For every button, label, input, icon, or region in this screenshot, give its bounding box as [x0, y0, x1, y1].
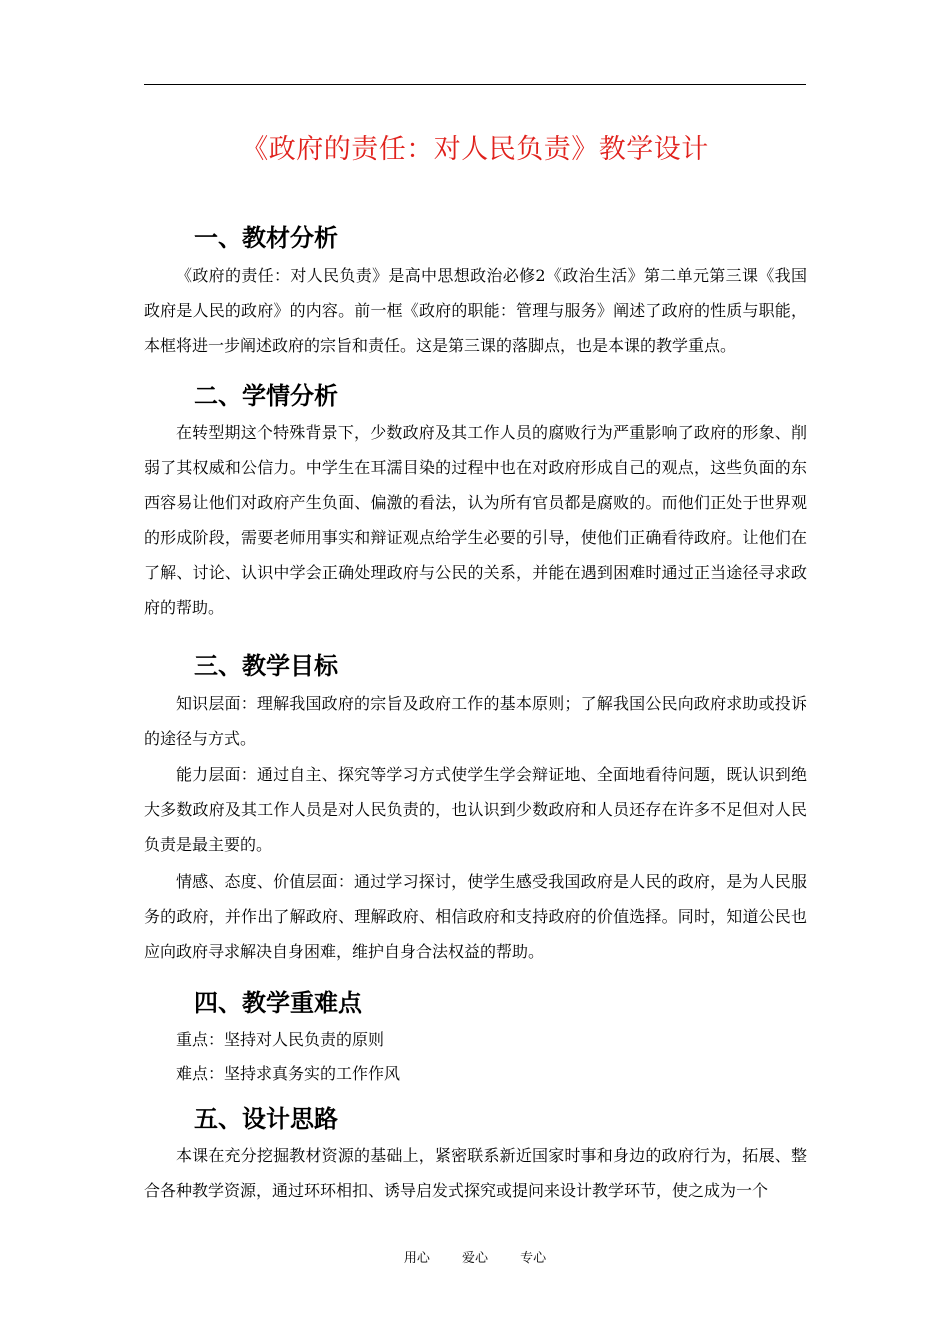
section-heading-1: 一、教材分析: [194, 224, 338, 252]
document-title: 《政府的责任：对人民负责》教学设计: [241, 134, 709, 165]
section-heading-5: 五、设计思路: [194, 1105, 338, 1133]
section-heading-3: 三、教学目标: [194, 652, 338, 680]
key-point: 重点：坚持对人民负责的原则: [176, 1030, 385, 1049]
section-3-paragraph-3: 情感、态度、价值层面：通过学习探讨，使学生感受我国政府是人民的政府，是为人民服务的政府，并作出了解政府、理解政府、相信政府和支持政府的价值选择。同时，知道公民也应向政府寻求解决自身困难，维护自身合法权益的帮助。: [144, 872, 807, 961]
footer-text-3: 专心: [520, 1251, 547, 1266]
section-heading-4: 四、教学重难点: [194, 989, 362, 1017]
section-3-paragraph-2: 能力层面：通过自主、探究等学习方式使学生学会辩证地、全面地看待问题，既认识到绝大多数政府及其工作人员是对人民负责的，也认识到少数政府和人员还存在许多不足但对人民负责是最主要的。: [144, 765, 807, 854]
difficult-point: 难点：坚持求真务实的工作作风: [176, 1064, 401, 1083]
footer-text-2: 爱心: [461, 1251, 488, 1266]
section-5-paragraph-1: 本课在充分挖掘教材资源的基础上，紧密联系新近国家时事和身边的政府行为，拓展、整合各种教学资源，通过环环相扣、诱导启发式探究或提问来设计教学环节，使之成为一个: [144, 1146, 807, 1200]
section-2-paragraph-1: 在转型期这个特殊背景下，少数政府及其工作人员的腐败行为严重影响了政府的形象、削弱了其权威和公信力。中学生在耳濡目染的过程中也在对政府形成自己的观点，这些负面的东西容易让他们对政府产生负面、偏激的看法，认为所有官员都是腐败的。而他们正处于世界观的形成阶段，需要老师用事实和辩证观点给学生必要的引导，使他们正确看待政府。让他们在了解、讨论、认识中学会正确处理政府与公民的关系，并能在遇到困难时通过正当途径寻求政府的帮助。: [144, 423, 807, 617]
page-footer: [0, 1247, 950, 1266]
footer-text-1: 用心: [403, 1251, 430, 1266]
section-3-paragraph-1: 知识层面：理解我国政府的宗旨及政府工作的基本原则；了解我国公民向政府求助或投诉的途径与方式。: [144, 694, 807, 748]
section-1-paragraph-1: 《政府的责任：对人民负责》是高中思想政治必修2《政治生活》第二单元第三课《我国政府是人民的政府》的内容。前一框《政府的职能：管理与服务》阐述了政府的性质与职能，本框将进一步阐述政府的宗旨和责任。这是第三课的落脚点，也是本课的教学重点。: [144, 266, 807, 355]
section-heading-2: 二、学情分析: [194, 382, 338, 410]
header-rule: [144, 84, 806, 85]
